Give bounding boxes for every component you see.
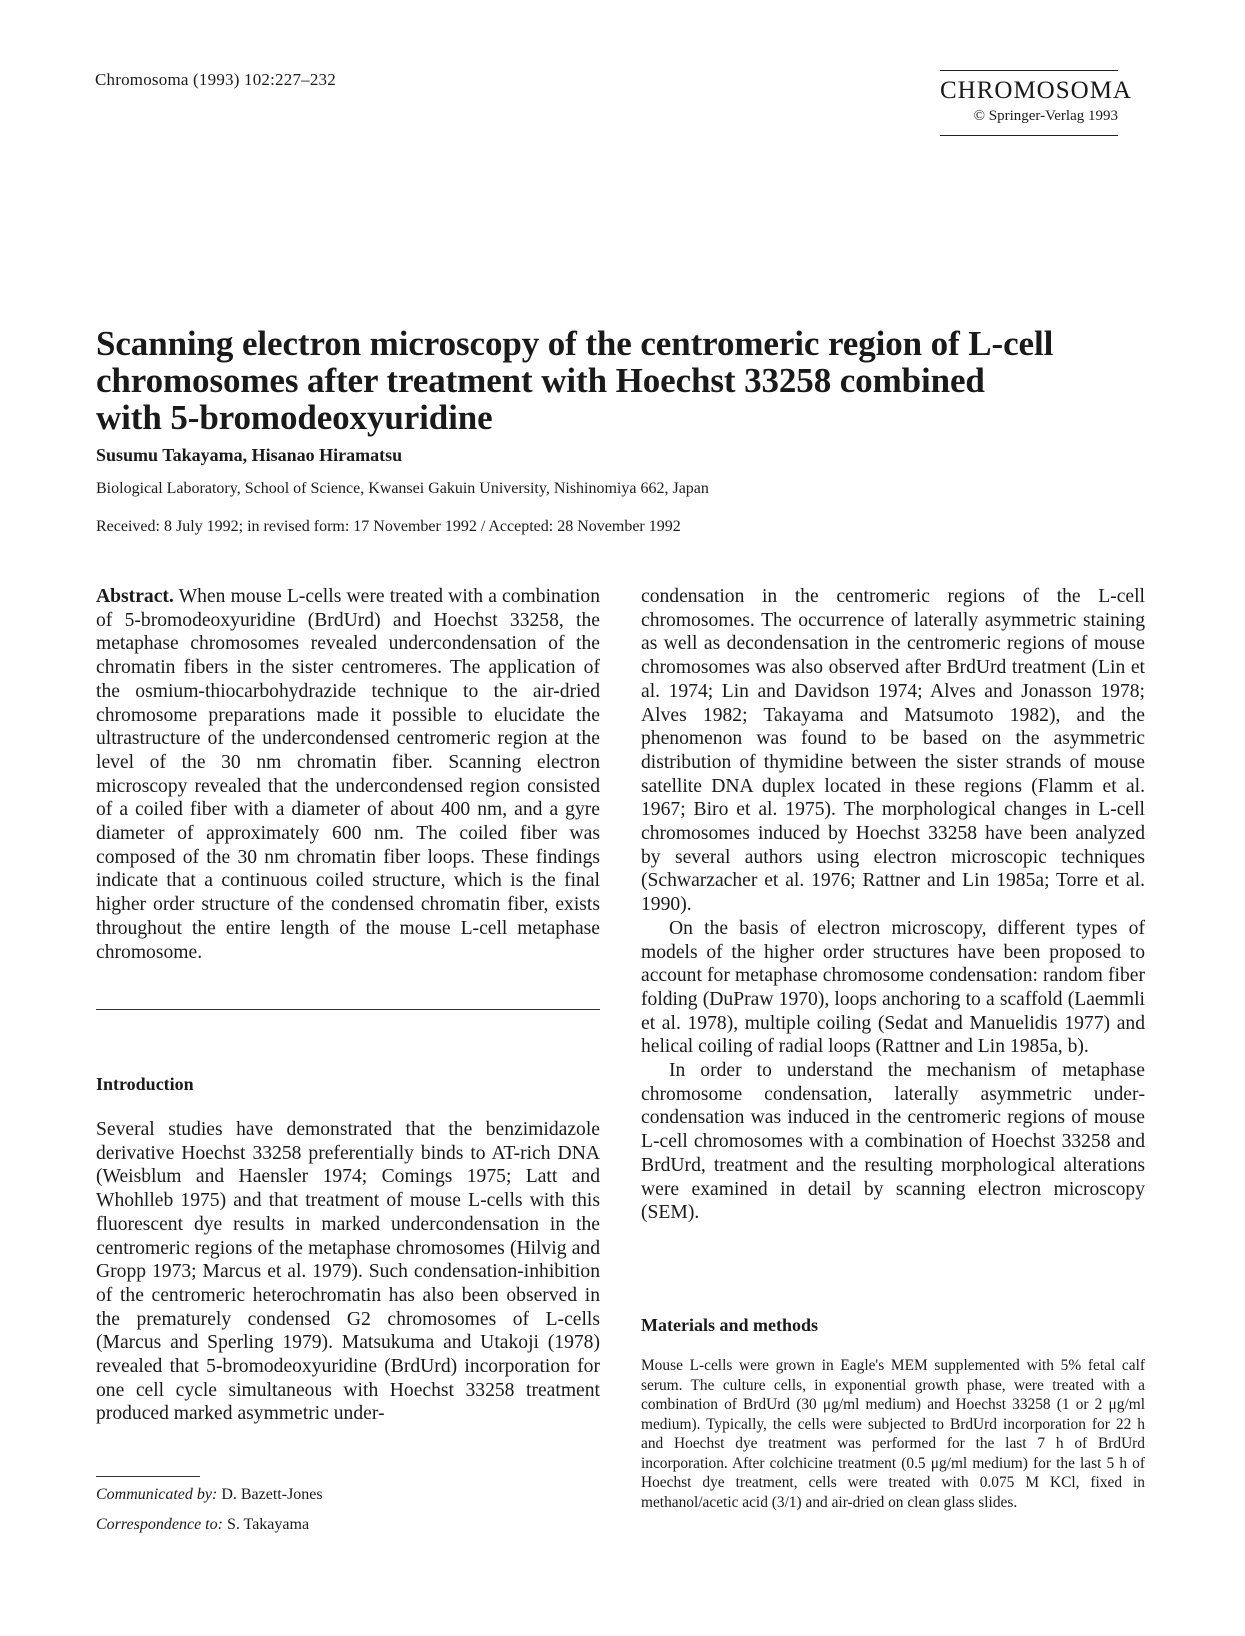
correspondence-name: S. Takayama bbox=[226, 1516, 310, 1533]
abstract-text: When mouse L-cells were treated with a combination of 5-bromodeoxyuridine (BrdUrd) and Hoechst 33258, the metaphase chromosomes revealed undercondensation of the chromatin fibers in the sister centromeres. The application of the osmium-thiocarbohydrazide technique to the air-dried chromosome preparations made it possible to elucidate the ultrastructure of the undercondensed centromeric region at the level of the 30 nm chromatin fiber. Scanning electron microscopy revealed that the undercondensed region consisted of a coiled fiber with a diameter of about 400 nm, and a gyre diameter of approximately 600 nm. The coiled fiber was composed of the 30 nm chromatin fiber loops. These findings indicate that a continuous coiled structure, which is the final higher order structure of the condensed chromatin fiber, exists throughout the entire length of the mouse L-cell metaphase chromosome. bbox=[96, 586, 601, 963]
journal-name: CHROMOSOMA bbox=[940, 77, 1132, 104]
journal-masthead bbox=[940, 70, 1132, 136]
right-paragraph-3: In order to understand the mechanism of metaphase chromosome condensation, laterally asymmetric undercondensation was induced in the centromeric regions of mouse L-cell chromosomes with a combination of Hoechst 33258 and BrdUrd, treatment and the resulting morphological alterations were examined in detail by scanning electron microscopy (SEM). bbox=[641, 1060, 1145, 1224]
correspondence-to bbox=[96, 1516, 309, 1534]
communicated-label: Communicated by: bbox=[96, 1486, 218, 1503]
introduction-heading: Introduction bbox=[96, 1074, 194, 1094]
materials-methods-body bbox=[641, 1356, 1145, 1512]
introduction-paragraph: Several studies have demonstrated that the benzimidazole derivative Hoechst 33258 preferentially binds to AT-rich DNA (Weisblum and Haensler 1974; Comings 1975; Latt and Whohlleb 1975) and that treatment of mouse L-cells with this fluorescent dye results in marked undercondensation in the centromeric regions of the metaphase chromosomes (Hilvig and Gropp 1973; Marcus et al. 1979). Such condensation-inhibition of the centromeric heterochromatin has also been observed in the prematurely condensed G2 chromosomes of L-cells (Marcus and Sperling 1979). Matsukuma and Utakoji (1978) revealed that 5-bromodeoxyuridine (BrdUrd) incorporation for one cell cycle simultaneous with Hoechst 33258 treatment produced marked asymmetric under- bbox=[96, 1119, 600, 1425]
running-head: Chromosoma (1993) 102:227–232 bbox=[95, 70, 336, 89]
publisher-copyright: © Springer-Verlag 1993 bbox=[973, 108, 1118, 124]
abstract-label: Abstract. bbox=[96, 586, 174, 607]
right-paragraph-2: On the basis of electron microscopy, different types of models of the higher order structures have been proposed to account for metaphase chromosome condensation: random fiber folding (DuPraw 1970), loops anchoring to a scaffold (Laemmli et al. 1978), multiple coiling (Sedat and Manuelidis 1977) and helical coiling of radial loops (Rattner and Lin 1985a, b). bbox=[641, 917, 1145, 1058]
right-paragraph-1: condensation in the centromeric regions of the L-cell chromosomes. The occurrence of laterally asymmetric staining as well as decondensation in the centromeric regions of mouse chromosomes was also observed after BrdUrd treatment (Lin et al. 1974; Lin and Davidson 1974; Alves and Jonasson 1978; Alves 1982; Takayama and Matsumoto 1982), and the phenomenon was found to be based on the asymmetric distribution of thymidine between the sister strands of mouse satellite DNA duplex located in these regions (Flamm et al. 1967; Biro et al. 1975). The morphological changes in L-cell chromosomes induced by Hoechst 33258 have been analyzed by several authors using electron microscopic techniques (Schwarzacher et al. 1976; Rattner and Lin 1985a; Torre et al. 1990). bbox=[641, 586, 1145, 916]
abstract bbox=[96, 585, 600, 964]
footnote-rule bbox=[96, 1476, 200, 1477]
authors: Susumu Takayama, Hisanao Hiramatsu bbox=[96, 445, 403, 465]
materials-methods-heading: Materials and methods bbox=[641, 1315, 818, 1335]
received-dates: Received: 8 July 1992; in revised form: 17 November 1992 / Accepted: 28 November 1992 bbox=[96, 518, 681, 535]
communicated-name: D. Bazett-Jones bbox=[221, 1486, 323, 1503]
article-title: Scanning electron microscopy of the centromeric region of L-cell chromosomes after treatment with Hoechst 33258 combined with 5-bromodeoxyuridine bbox=[96, 324, 1054, 437]
right-column bbox=[641, 585, 1145, 1225]
section-divider bbox=[96, 1009, 600, 1010]
correspondence-label: Correspondence to: bbox=[96, 1516, 223, 1533]
masthead-rule bbox=[940, 135, 1118, 136]
materials-methods-paragraph: Mouse L-cells were grown in Eagle's MEM supplemented with 5% fetal calf serum. The culture cells, in exponential growth phase, were treated with a combination of BrdUrd (30 μg/ml medium) and Hoechst 33258 (1 or 2 μg/ml medium). Typically, the cells were subjected to BrdUrd incorporation for 22 h and Hoechst dye treatment was performed for the last 7 h of BrdUrd incorporation. After colchicine treatment (0.5 μg/ml medium) for the last 5 h of Hoechst dye treatment, cells were treated with 0.075 M KCl, fixed in methanol/acetic acid (3/1) and air-dried on clean glass slides. bbox=[641, 1357, 1145, 1511]
affiliation: Biological Laboratory, School of Science, Kwansei Gakuin University, Nishinomiya 662, Japan bbox=[96, 480, 709, 497]
introduction-body bbox=[96, 1118, 600, 1426]
communicated-by bbox=[96, 1486, 323, 1504]
